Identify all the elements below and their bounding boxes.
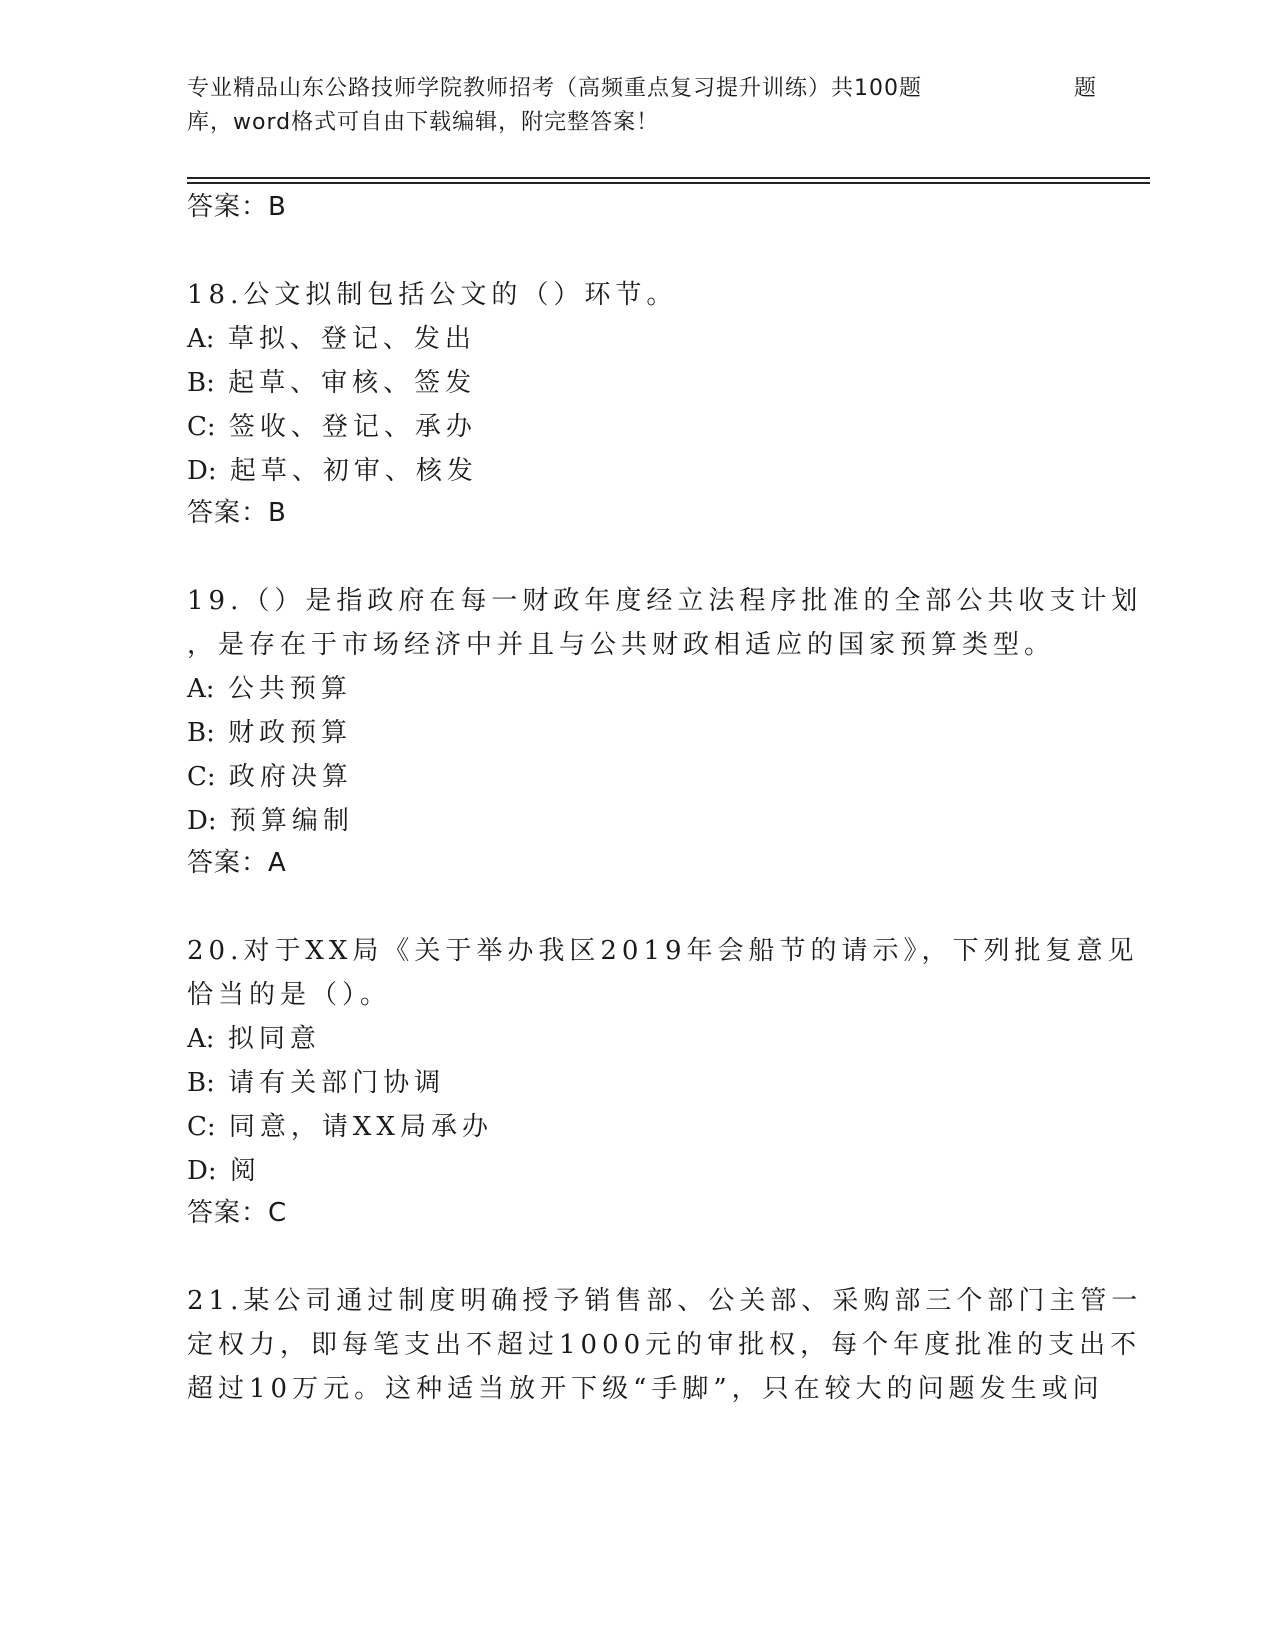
question-21-line-2: 定权力，即每笔支出不超过1000元的审批权，每个年度批准的支出不 — [187, 1330, 1142, 1360]
question-19-option-b — [187, 710, 352, 756]
option-text: 预算编制 — [229, 806, 354, 836]
option-text: 阅 — [229, 1156, 261, 1186]
question-18-line-1: 18.公文拟制包括公文的（）环节。 — [187, 280, 678, 310]
question-20-option-d — [187, 1148, 261, 1194]
question-20-answer: 答案：C — [187, 1198, 288, 1228]
header-divider-top — [187, 177, 1150, 179]
option-key: A: — [187, 1024, 215, 1054]
option-key: B: — [187, 368, 215, 398]
previous-answer: 答案：B — [187, 192, 287, 222]
option-key: C: — [187, 762, 216, 792]
option-key: D: — [187, 806, 217, 836]
option-text: 财政预算 — [228, 718, 353, 748]
option-key: D: — [187, 456, 217, 486]
option-key: B: — [187, 1068, 215, 1098]
header-line-2: 库，word格式可自由下载编辑，附完整答案！ — [187, 110, 660, 135]
question-18-option-b — [187, 360, 476, 406]
question-20-option-c — [187, 1104, 493, 1150]
question-19-line-1: 19.（）是指政府在每一财政年度经立法程序批准的全部公共收支计划 — [187, 586, 1143, 616]
option-text: 公共预算 — [227, 674, 352, 704]
option-text: 起草、初审、核发 — [229, 456, 478, 486]
option-text: 拟同意 — [227, 1024, 321, 1054]
question-18-option-d — [187, 448, 478, 494]
question-20-option-a — [187, 1016, 321, 1062]
question-21-line-1: 21.某公司通过制度明确授予销售部、公关部、采购部三个部门主管一 — [187, 1286, 1143, 1316]
option-key: A: — [187, 674, 215, 704]
option-text: 政府决算 — [228, 762, 353, 792]
header-title-text: 专业精品山东公路技师学院教师招考（高频重点复习提升训练）共100题 — [187, 76, 922, 101]
option-text: 草拟、登记、发出 — [227, 324, 476, 354]
document-header — [187, 72, 1097, 140]
option-key: A: — [187, 324, 215, 354]
header-line-1 — [187, 72, 1097, 106]
question-19-line-2: ，是存在于市场经济中并且与公共财政相适应的国家预算类型。 — [187, 630, 1056, 660]
question-20-line-1: 20.对于XX局《关于举办我区2019年会船节的请示》，下列批复意见 — [187, 936, 1139, 966]
option-key: C: — [187, 412, 216, 442]
option-text: 请有关部门协调 — [228, 1068, 446, 1098]
option-text: 起草、审核、签发 — [228, 368, 477, 398]
question-19-option-a — [187, 666, 352, 712]
question-18-option-a — [187, 316, 476, 362]
question-19-option-c — [187, 754, 353, 800]
option-key: C: — [187, 1112, 216, 1142]
question-18-answer: 答案：B — [187, 498, 287, 528]
header-title-trailing: 题 — [1073, 76, 1097, 101]
option-text: 签收、登记、承办 — [228, 412, 477, 442]
option-key: B: — [187, 718, 215, 748]
question-21-line-3: 超过10万元。这种适当放开下级“手脚”，只在较大的问题发生或问 — [187, 1374, 1104, 1404]
question-18-option-c — [187, 404, 477, 450]
question-19-option-d — [187, 798, 354, 844]
option-text: 同意，请XX局承办 — [228, 1112, 493, 1142]
header-divider-bottom — [187, 182, 1150, 184]
option-key: D: — [187, 1156, 217, 1186]
question-20-line-2: 恰当的是（）。 — [187, 980, 392, 1010]
question-20-option-b — [187, 1060, 445, 1106]
question-19-answer: 答案：A — [187, 848, 287, 878]
